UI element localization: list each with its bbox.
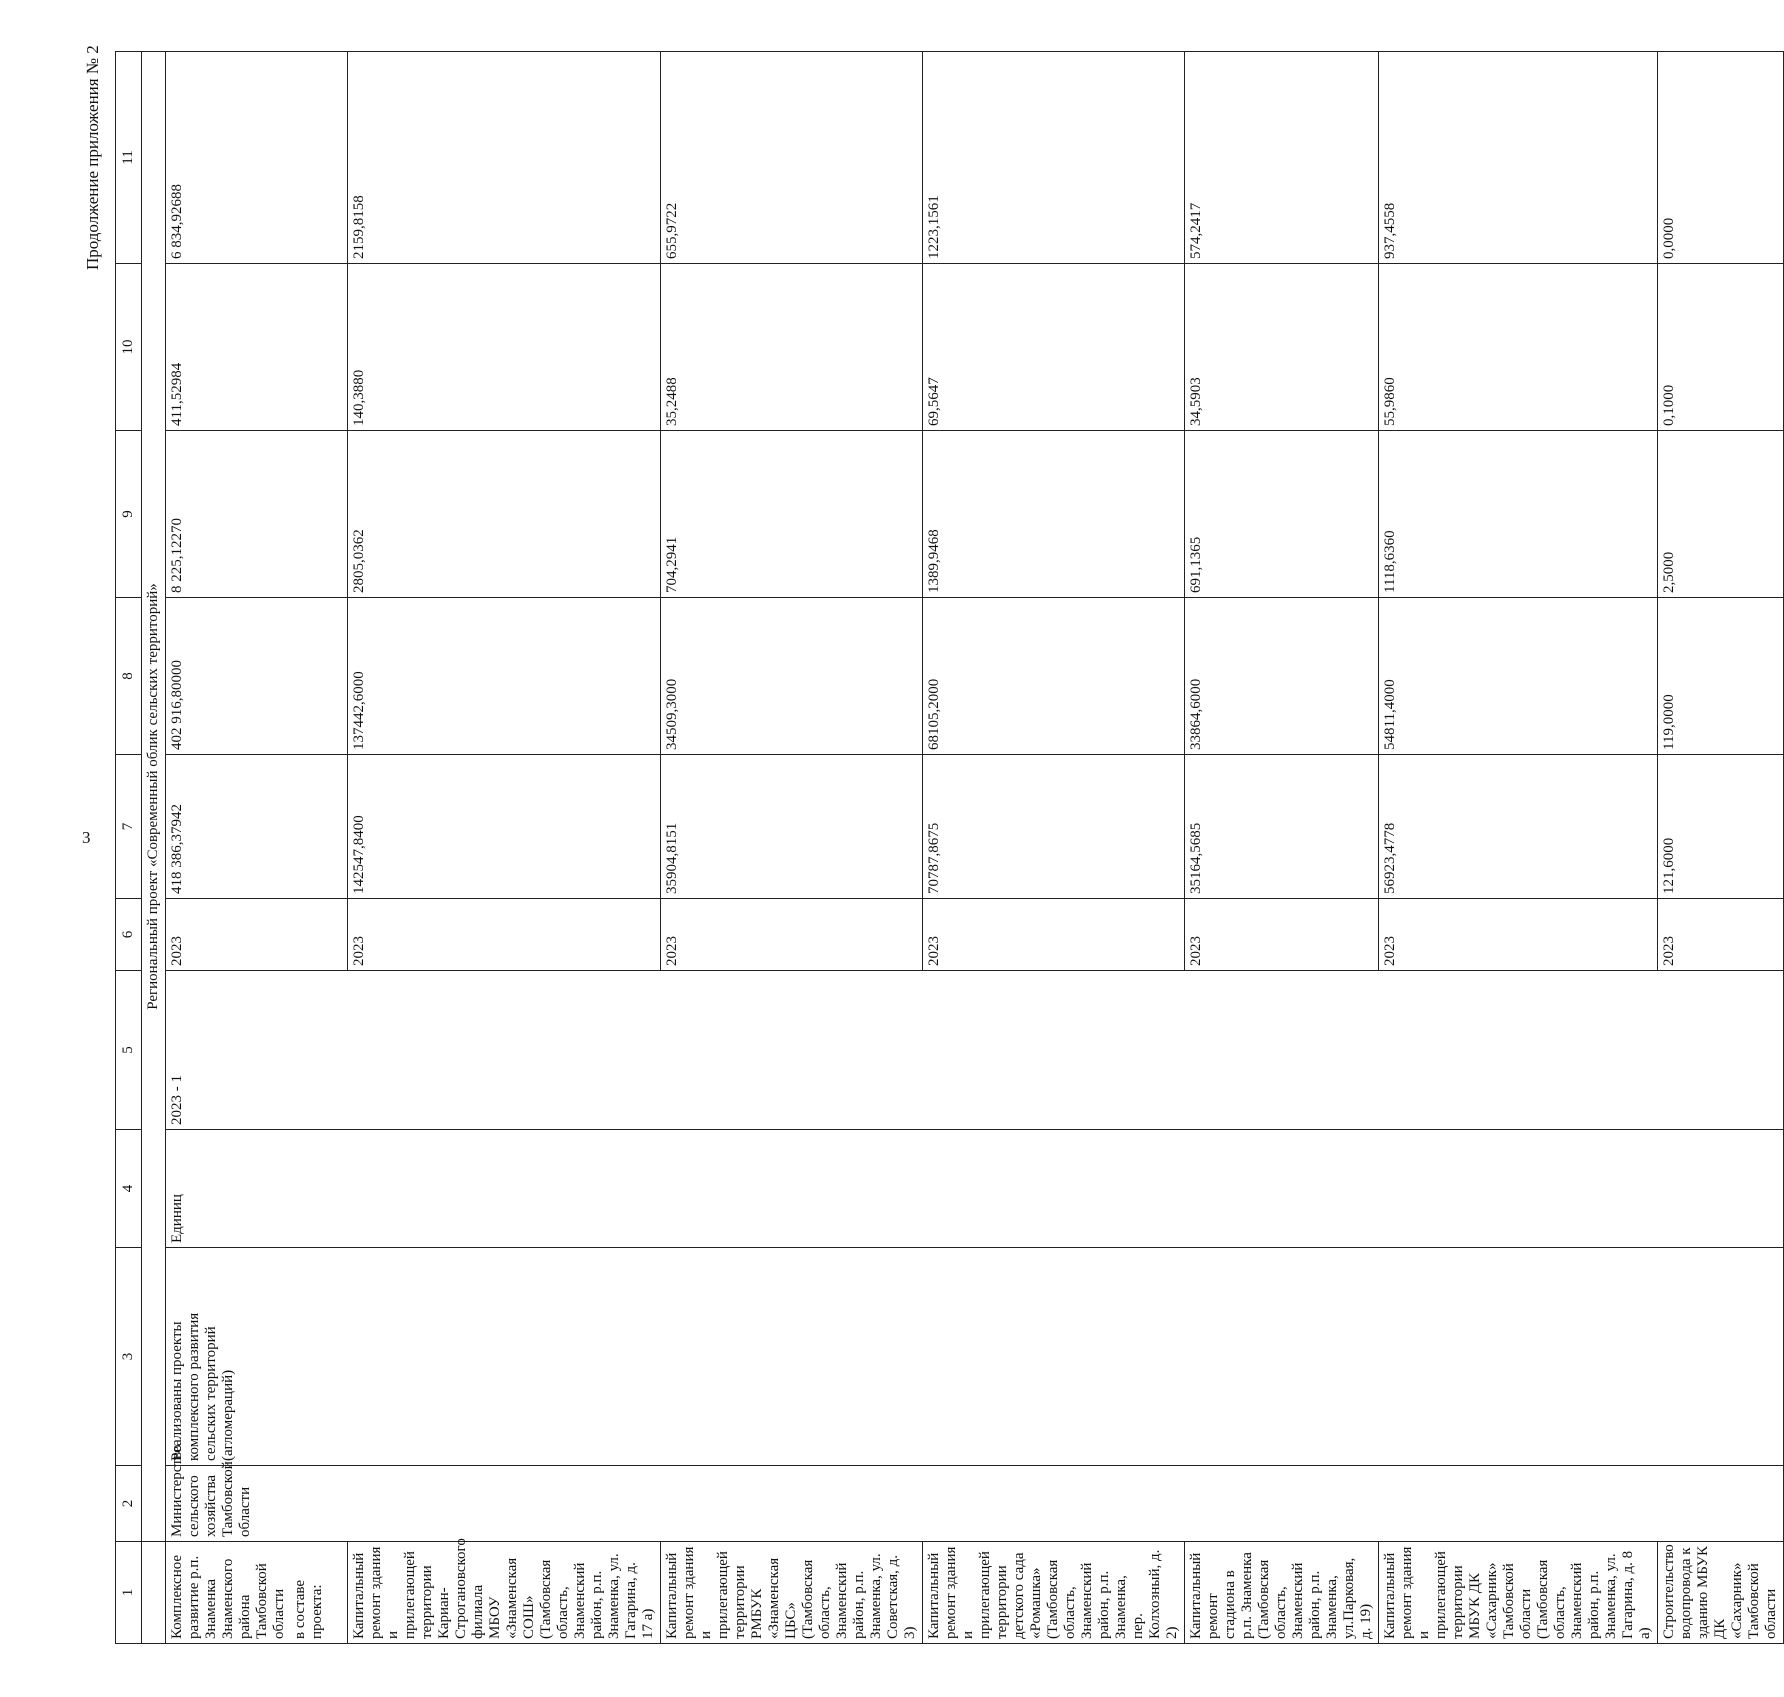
cell-col-4 [1658, 1130, 1784, 1248]
col-number: 6 [116, 899, 142, 971]
col-number: 11 [116, 52, 142, 264]
cell-col-6: 2023 [166, 899, 348, 971]
cell-col-11: 2159,8158 [348, 52, 661, 264]
cell-col-1 [166, 1542, 348, 1644]
table-row [166, 52, 348, 1644]
cell-col-10: 55,9860 [1379, 264, 1658, 431]
cell-col-1 [1658, 1542, 1784, 1644]
object-name: Капитальный ремонт здания и прилегающей территории Кариан-Строгановского филиала МБОУ «Знаменская СОШ» (Тамбовская область, Знаменский район, р.п. Знаменка, ул. Гагарина, д. 17 а) [351, 1538, 656, 1639]
cell-col-4 [923, 1130, 1185, 1248]
object-name: Капитальный ремонт здания и прилегающей территории детского сада «Ромашка» (Тамбовская область, Знаменский район, р.п. Знаменка, пер. Колхозный, д. 2) [926, 1546, 1180, 1639]
cell-col-9: 691,1365 [1185, 431, 1379, 598]
cell-col-4 [348, 1130, 661, 1248]
cell-col-9: 1389,9468 [923, 431, 1185, 598]
cell-col-5 [923, 971, 1185, 1130]
col-number: 10 [116, 264, 142, 431]
table-row [348, 52, 661, 1644]
cell-col-2: Министерство сельского хозяйства Тамбовской области [166, 1466, 348, 1542]
section-title: Региональный проект «Современный облик сельских территорий» [142, 52, 166, 1542]
cell-col-9: 2805,0362 [348, 431, 661, 598]
col-number: 5 [116, 971, 142, 1130]
cell-col-7: 70787,8675 [923, 755, 1185, 899]
cell-col-9: 2,5000 [1658, 431, 1784, 598]
cell-col-3: Реализованы проекты комплексного развития сельских территорий (агломераций) [166, 1248, 348, 1466]
cell-col-2 [1185, 1466, 1379, 1542]
cell-col-1 [1185, 1542, 1379, 1644]
cell-col-7: 418 386,37942 [166, 755, 348, 899]
cell-col-1 [661, 1542, 923, 1644]
table-row [1379, 52, 1658, 1644]
cell-col-9: 704,2941 [661, 431, 923, 598]
cell-col-8: 54811,4000 [1379, 598, 1658, 755]
object-name: Капитальный ремонт здания и прилегающей территории РМБУК «Знаменская ЦБС» (Тамбовская область, Знаменский район, р.п. Знаменка, ул. Советская, д. 3) [664, 1546, 918, 1639]
cell-col-11: 1223,1561 [923, 52, 1185, 264]
col-number: 1 [116, 1542, 142, 1644]
col-number: 9 [116, 431, 142, 598]
cell-col-4: Единиц [166, 1130, 348, 1248]
table-row [1658, 52, 1784, 1644]
cell-col-5 [1658, 971, 1784, 1130]
col-number: 3 [116, 1248, 142, 1466]
cell-col-4 [1379, 1130, 1658, 1248]
cell-col-5: 2023 - 1 [166, 971, 348, 1130]
cell-col-1 [348, 1538, 661, 1644]
section-title-row [142, 52, 166, 1644]
cell-col-8: 68105,2000 [923, 598, 1185, 755]
col-number: 4 [116, 1130, 142, 1248]
cell-col-8: 119,0000 [1658, 598, 1784, 755]
object-name: Комплексное развитие р.п. Знаменка Знаменского района Тамбовской области [169, 1554, 287, 1639]
cell-col-3 [1658, 1248, 1784, 1466]
cell-col-6: 2023 [348, 899, 661, 971]
object-subnote: в составе проекта: [292, 1579, 325, 1639]
cell-col-2 [1658, 1466, 1784, 1542]
cell-col-1 [923, 1542, 1185, 1644]
cell-col-8: 402 916,80000 [166, 598, 348, 755]
cell-col-3 [661, 1248, 923, 1466]
cell-col-5 [1185, 971, 1379, 1130]
cell-col-3 [923, 1248, 1185, 1466]
table-row [923, 52, 1185, 1644]
cell-col-2 [348, 1466, 661, 1542]
cell-col-7: 35164,5685 [1185, 755, 1379, 899]
cell-col-9: 8 225,12270 [166, 431, 348, 598]
cell-col-6: 2023 [1379, 899, 1658, 971]
cell-col-10: 140,3880 [348, 264, 661, 431]
cell-col-6: 2023 [923, 899, 1185, 971]
page-number: 3 [82, 828, 91, 847]
column-number-row [116, 52, 142, 1644]
cell-col-3 [1379, 1248, 1658, 1466]
continuation-label: Продолжение приложения № 2 [83, 45, 102, 270]
cell-col-1 [1379, 1542, 1658, 1644]
cell-col-11: 6 834,92688 [166, 52, 348, 264]
rotated-table-container [115, 52, 1779, 1644]
cell-col-10: 34,5903 [1185, 264, 1379, 431]
cell-col-6: 2023 [661, 899, 923, 971]
cell-col-7: 142547,8400 [348, 755, 661, 899]
cell-col-7: 56923,4778 [1379, 755, 1658, 899]
object-name: Строительство водопровода к зданию МБУК ДК «Сахарник» Тамбовской области [1661, 1544, 1779, 1639]
table-row [1185, 52, 1379, 1644]
cell-col-4 [661, 1130, 923, 1248]
cell-col-11: 655,9722 [661, 52, 923, 264]
cell-col-11: 0,0000 [1658, 52, 1784, 264]
cell-col-7: 35904,8151 [661, 755, 923, 899]
budget-table [115, 51, 1784, 1644]
cell-col-7: 121,6000 [1658, 755, 1784, 899]
col-number: 8 [116, 598, 142, 755]
cell-col-3 [348, 1248, 661, 1466]
cell-col-8: 33864,6000 [1185, 598, 1379, 755]
cell-col-8: 34509,3000 [661, 598, 923, 755]
cell-col-5 [1379, 971, 1658, 1130]
cell-col-11: 574,2417 [1185, 52, 1379, 264]
cell-col-10: 0,1000 [1658, 264, 1784, 431]
cell-col-10: 35,2488 [661, 264, 923, 431]
cell-col-10: 69,5647 [923, 264, 1185, 431]
cell-col-2 [1379, 1466, 1658, 1542]
object-name: Капитальный ремонт стадиона в р.п. Знаменка (Тамбовская область, Знаменский район, р.п. Знаменка, ул.Парковая, д. 19) [1188, 1552, 1374, 1639]
cell-col-3 [1185, 1248, 1379, 1466]
cell-col-6: 2023 [1185, 899, 1379, 971]
cell-col-5 [661, 971, 923, 1130]
cell-col-11: 937,4558 [1379, 52, 1658, 264]
cell-col-6: 2023 [1658, 899, 1784, 971]
cell-col-4 [1185, 1130, 1379, 1248]
col-number: 7 [116, 755, 142, 899]
table-row [661, 52, 923, 1644]
cell-col-9: 1118,6360 [1379, 431, 1658, 598]
cell-col-2 [923, 1466, 1185, 1542]
cell-col-10: 411,52984 [166, 264, 348, 431]
cell-col-2 [661, 1466, 923, 1542]
cell-col-5 [348, 971, 661, 1130]
cell-col-8: 137442,6000 [348, 598, 661, 755]
col-number: 2 [116, 1466, 142, 1542]
object-name: Капитальный ремонт здания и прилегающей территории МБУК ДК «Сахарник» Тамбовской области (Тамбовская область, Знаменский район, р.п. Знаменка, ул. Гагарина, д. 8 а) [1382, 1546, 1653, 1639]
